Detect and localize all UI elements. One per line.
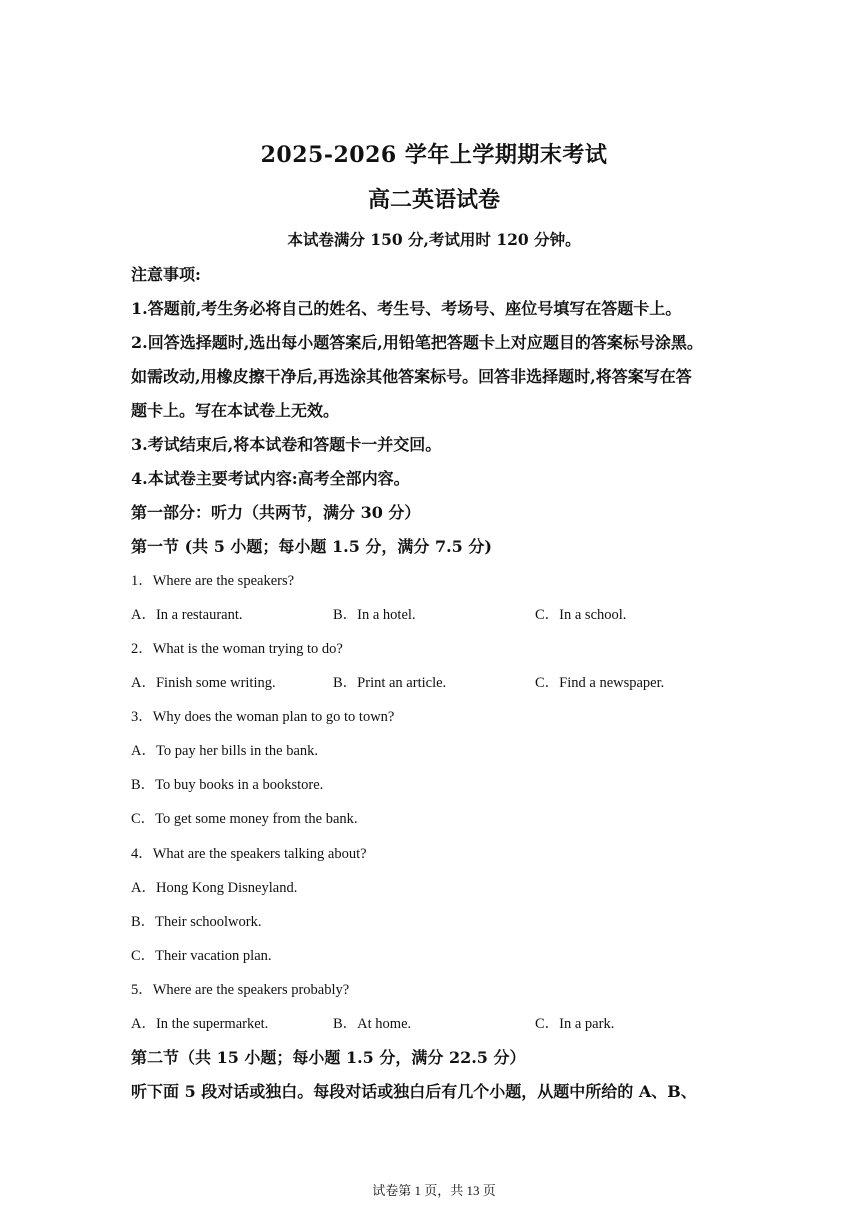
question-3-option-a: A．To pay her bills in the bank.	[131, 743, 319, 759]
question-5-option-c: C．In a park.	[535, 1016, 615, 1032]
question-3-stem: 3．Why does the woman plan to go to town?	[131, 709, 395, 725]
question-2-stem: 2．What is the woman trying to do?	[131, 641, 343, 657]
question-3-option-c: C．To get some money from the bank.	[131, 811, 358, 827]
part1-heading: 第一部分：听力（共两节，满分 30 分）	[131, 503, 421, 522]
question-5-option-b: B．At home.	[333, 1016, 412, 1032]
note-item-2-line-3: 题卡上。写在本试卷上无效。	[131, 401, 340, 420]
question-4-stem: 4．What are the speakers talking about?	[131, 846, 367, 862]
question-4-option-a: A．Hong Kong Disneyland.	[131, 880, 298, 896]
question-4-option-b: B．Their schoolwork.	[131, 914, 262, 930]
exam-title: 2025-2026 学年上学期期末考试	[260, 142, 608, 168]
question-1-option-b: B．In a hotel.	[333, 607, 416, 623]
page-footer: 试卷第 1 页，共 13 页	[372, 1183, 496, 1198]
note-item-3: 3.考试结束后,将本试卷和答题卡一并交回。	[131, 435, 442, 454]
section2-instructions: 听下面 5 段对话或独白。每段对话或独白后有几个小题，从题中所给的 A、B、	[131, 1082, 697, 1101]
exam-subject: 高二英语试卷	[367, 187, 500, 213]
question-4-option-c: C．Their vacation plan.	[131, 948, 272, 964]
exam-info: 本试卷满分 150 分,考试用时 120 分钟。	[287, 230, 581, 249]
section1-heading: 第一节 (共 5 小题；每小题 1.5 分，满分 7.5 分)	[131, 537, 492, 556]
question-3-option-b: B．To buy books in a bookstore.	[131, 777, 324, 793]
question-1-stem: 1．Where are the speakers?	[131, 573, 295, 589]
note-item-4: 4.本试卷主要考试内容:高考全部内容。	[131, 469, 410, 488]
question-5-option-a: A．In the supermarket.	[131, 1016, 269, 1032]
question-1-option-c: C．In a school.	[535, 607, 627, 623]
question-2-option-c: C．Find a newspaper.	[535, 675, 665, 691]
notes-heading: 注意事项:	[131, 265, 201, 284]
note-item-2-line-1: 2.回答选择题时,选出每小题答案后,用铅笔把答题卡上对应题目的答案标号涂黑。	[131, 333, 703, 352]
section2-heading: 第二节（共 15 小题；每小题 1.5 分，满分 22.5 分）	[131, 1048, 526, 1067]
question-5-stem: 5．Where are the speakers probably?	[131, 982, 350, 998]
note-item-2-line-2: 如需改动,用橡皮擦干净后,再选涂其他答案标号。回答非选择题时,将答案写在答	[131, 367, 692, 386]
question-1-option-a: A．In a restaurant.	[131, 607, 243, 623]
note-item-1: 1.答题前,考生务必将自己的姓名、考生号、考场号、座位号填写在答题卡上。	[131, 299, 682, 318]
question-2-option-a: A．Finish some writing.	[131, 675, 276, 691]
question-2-option-b: B．Print an article.	[333, 675, 447, 691]
